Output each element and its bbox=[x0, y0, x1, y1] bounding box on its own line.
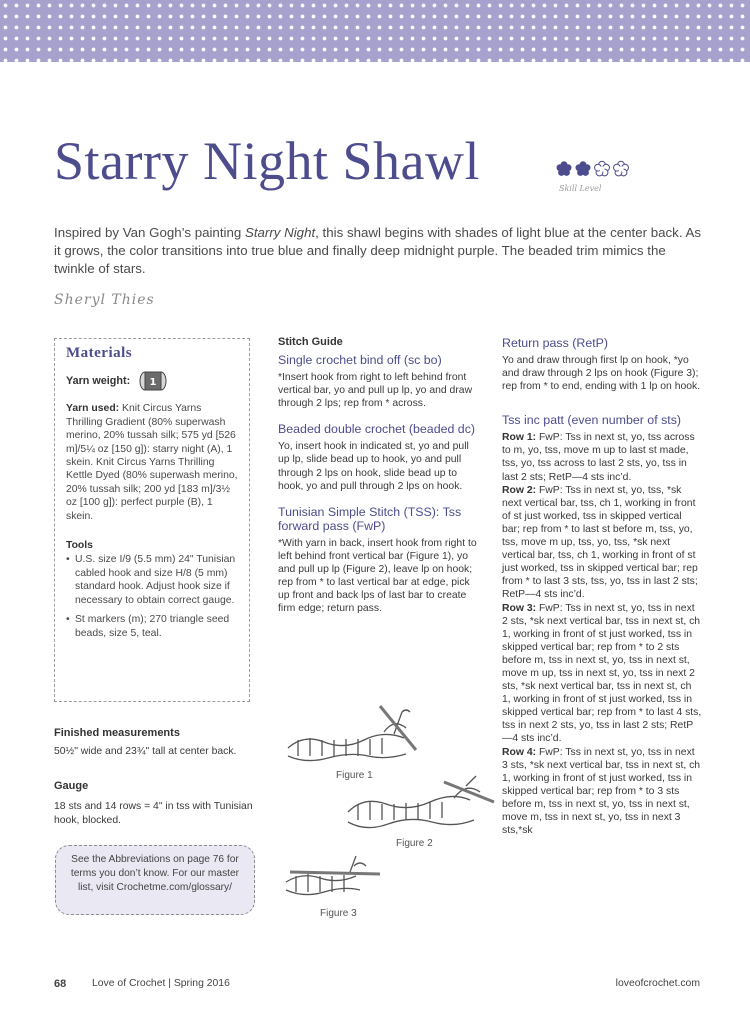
figure-3-illustration bbox=[284, 852, 384, 908]
abbreviations-note: See the Abbreviations on page 76 for terms you don’t know. For our master list, visit Crochetme.com/glossary/ bbox=[55, 845, 255, 915]
figure-3-caption: Figure 3 bbox=[320, 908, 357, 919]
publication-issue: | Spring 2016 bbox=[165, 978, 230, 989]
materials-box bbox=[54, 338, 250, 702]
publication-credit bbox=[92, 978, 230, 989]
beaded-dc-text: Yo, insert hook in indicated st, yo and pull up lp, slide bead up to hook, yo and pull through 2 lps on hook, slide bead up to hook, yo and pull through 2 lps on hook. bbox=[278, 441, 469, 492]
row-text: FwP: Tss in next st, yo, tss in next 3 sts, *sk next vertical bar, tss in next st, ch 1, working in front of st just worked, tss in skipped vertical bar; rep from * to 3 sts before m, tss in next st, yo, tss in next st, move m, tss in next st, yo, tss in next 3 sts,*sk bbox=[502, 746, 701, 837]
pattern-row bbox=[502, 746, 702, 838]
pattern-title: Starry Night Shawl bbox=[54, 131, 480, 191]
row-label: Row 2: bbox=[502, 484, 537, 496]
website-link[interactable]: loveofcrochet.com bbox=[615, 978, 700, 989]
skill-level-flowers bbox=[555, 157, 645, 181]
author-signature: Sheryl Thies bbox=[54, 292, 155, 308]
tool-item: • U.S. size I/9 (5.5 mm) 24" Tunisian cabled hook and size H/8 (5 mm) standard hook. Adjust hook size if necessary to obtain correct gauge. bbox=[66, 553, 239, 607]
figure-2-caption: Figure 2 bbox=[396, 838, 433, 849]
return-pass-title: Return pass (RetP) bbox=[502, 336, 609, 350]
intro-text-end: , this shawl begins with shades of light blue at the center back. As it grows, the color transitions into true blue and finally deep midnight purple. The beaded trim mimics the twinkle of stars. bbox=[54, 225, 702, 276]
tss-inc-rows bbox=[502, 431, 702, 837]
pattern-row bbox=[502, 602, 702, 746]
beaded-dc-title: Beaded double crochet (beaded dc) bbox=[278, 422, 476, 437]
skill-level-indicator bbox=[555, 157, 645, 193]
skill-level-label: Skill Level bbox=[559, 184, 602, 193]
gauge-heading: Gauge bbox=[54, 780, 89, 792]
row-text: FwP: Tss in next st, yo, tss in next 2 sts, *sk next vertical bar, tss in next st, ch 1, working in front of st just worked, tss in skipped vertical bar; rep from * to 2 sts before m, tss in next st, yo, tss in next st, move m up, tss in next st, yo, tss in next 2 sts, *sk next vertical bar, tss in next st, ch 1, working in front of st just worked, tss in skipped vertical bar; rep from * to last 4 sts, tss in next 2 sts, yo, tss in last 2 sts; RetP—4 sts inc’d. bbox=[502, 602, 702, 745]
page-number: 68 bbox=[54, 978, 67, 990]
return-pass-column bbox=[502, 336, 702, 837]
skill-flower-empty-icon bbox=[614, 161, 629, 176]
tool-item: • St markers (m); 270 triangle seed beads, size 5, teal. bbox=[66, 613, 239, 640]
yarn-used-text: Knit Circus Yarns Thrilling Gradient (80% superwash merino, 20% tussah silk; 575 yd [526 m]/5¼ oz [150 g]): starry night (A), 1 skein. Knit Circus Yarns Thrilling Kettle Dyed (80% superwash merino, 20% tussah silk; 200 yd [183 m]/3½ oz [100 g]): perfect purple (B), 1 skein. bbox=[66, 403, 238, 522]
publication-name: Love of Crochet bbox=[92, 978, 166, 989]
row-label: Row 3: bbox=[502, 602, 537, 614]
sc-bo-text: *Insert hook from right to left behind front vertical bar, yo and pull up lp, yo and draw through 2 lps; rep from * across. bbox=[278, 372, 473, 410]
stitch-guide-column bbox=[278, 336, 482, 627]
figure-1-illustration bbox=[284, 704, 424, 766]
stitch-guide-heading: Stitch Guide bbox=[278, 336, 343, 348]
tss-inc-title: Tss inc patt (even number of sts) bbox=[502, 413, 682, 428]
yarn-weight-label: Yarn weight: bbox=[66, 374, 131, 387]
figure-2-illustration bbox=[340, 772, 500, 834]
tss-title: Tunisian Simple Stitch (TSS): Tss forward pass (FwP) bbox=[278, 504, 462, 533]
yarn-used bbox=[66, 402, 239, 523]
yarn-weight-row bbox=[66, 370, 239, 392]
return-pass-text: Yo and draw through first lp on hook, *yo and draw through 2 lps on hook (Figure 3); rep from * to end, ending with 1 lp on hook. bbox=[502, 355, 701, 393]
tools-list bbox=[66, 553, 239, 639]
skill-flower-empty-icon bbox=[595, 161, 610, 176]
materials-heading: Materials bbox=[66, 345, 133, 361]
skill-flower-filled-icon bbox=[576, 161, 591, 176]
gauge-text: 18 sts and 14 rows = 4" in tss with Tunisian hook, blocked. bbox=[54, 801, 253, 826]
figure-1-caption: Figure 1 bbox=[336, 770, 373, 781]
polka-dot-header-band bbox=[0, 0, 750, 62]
intro-text-start: Inspired by Van Gogh’s painting bbox=[54, 225, 245, 240]
tools-heading: Tools bbox=[66, 540, 93, 552]
finished-measurements-text: 50½" wide and 23¾" tall at center back. bbox=[54, 746, 237, 757]
pattern-row bbox=[502, 484, 702, 602]
intro-paragraph bbox=[54, 224, 704, 278]
row-text: FwP: Tss in next st, yo, tss across to m, yo, tss, move m up to last st made, tss, yo, tss across to last 2 sts, yo, tss in last 2 sts; RetP—4 sts inc’d. bbox=[502, 432, 695, 483]
row-label: Row 1: bbox=[502, 432, 537, 444]
skill-flower-filled-icon bbox=[557, 161, 572, 176]
pattern-row bbox=[502, 431, 702, 483]
sc-bo-title: Single crochet bind off (sc bo) bbox=[278, 353, 442, 368]
yarn-weight-number: 1 bbox=[149, 377, 157, 389]
intro-painting-title: Starry Night bbox=[244, 225, 316, 240]
row-text: FwP: Tss in next st, yo, tss, *sk next vertical bar, tss, ch 1, working in front of st just worked, tss in skipped vertical bar; rep from * to last st before m, tss, yo, tss, move m up, tss, yo, tss, *sk next vertical bar, tss, ch 1, working in front of st just worked, tss in skipped vertical bar; rep from * to last 3 sts, tss, yo, tss in last 2 sts; RetP—4 sts inc’d. bbox=[502, 484, 698, 601]
row-label: Row 4: bbox=[502, 746, 537, 758]
yarn-skein-icon bbox=[138, 370, 168, 392]
yarn-used-label: Yarn used: bbox=[66, 403, 120, 415]
tss-text: *With yarn in back, insert hook from right to left behind front vertical bar (Figure 1), yo and pull up lp (Figure 2), leave lp on hook; rep from * to last vertical bar at edge, pick up front and back lps of last bar to create firm edge; return pass. bbox=[278, 537, 477, 615]
finished-measurements-heading: Finished measurements bbox=[54, 727, 180, 739]
